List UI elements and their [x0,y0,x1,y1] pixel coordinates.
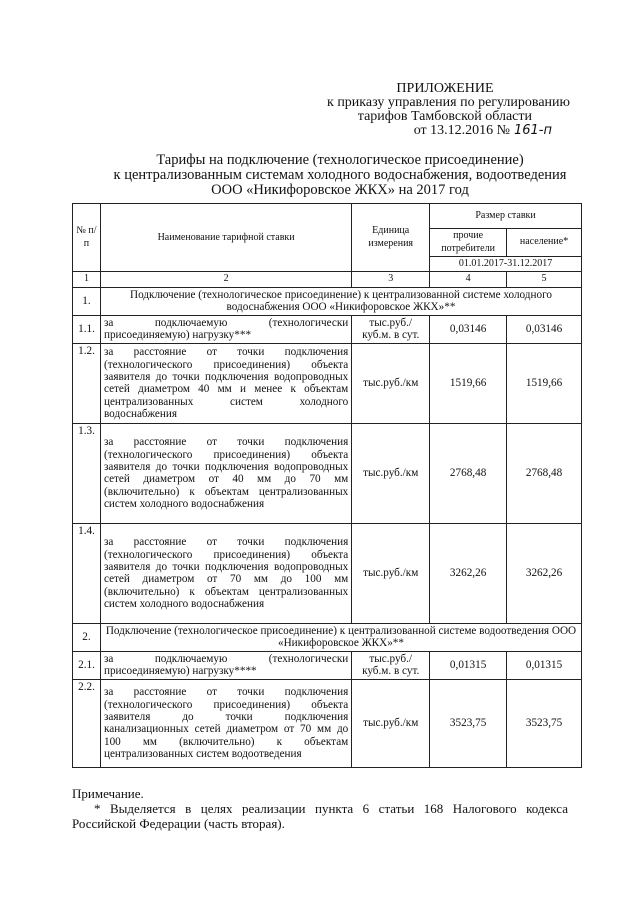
row-unit: тыс.руб./км [352,423,430,523]
row-num: 1.1. [73,315,101,343]
col-number: 2 [100,272,351,287]
row-other: 3523,75 [430,679,507,767]
header-period: 01.01.2017-31.12.2017 [430,257,582,272]
row-other: 0,01315 [430,651,507,679]
document-header [280,82,570,138]
section-title: Подключение (технологическое присоединение) к централизованной системе водоотведения ООО «Никифоровское ЖКХ»** [100,623,581,651]
row-unit: тыс.руб./км [352,343,430,423]
row-num: 1.3. [73,423,101,523]
order-date-number [280,124,570,138]
row-unit: тыс.руб./ куб.м. в сут. [352,315,430,343]
row-unit: тыс.руб./км [352,679,430,767]
header-num: № п/п [73,204,101,272]
row-num: 2.2. [73,679,101,767]
col-number: 1 [73,272,101,287]
note-title: Примечание. [72,786,144,801]
header-unit: Единица измерения [352,204,430,272]
col-number: 5 [507,272,582,287]
row-population: 0,03146 [507,315,582,343]
footnote-block [72,786,568,831]
row-name: за подключаемую (технологически присоединяемую) нагрузку*** [100,315,351,343]
header-population: население* [507,229,582,257]
row-population: 3262,26 [507,523,582,623]
title-line-2: к централизованным системам холодного водоснабжения, водоотведения [113,167,567,183]
row-name: за расстояние от точки подключения (технологического присоединения) объекта заявителя до точки подключения водопроводных сетей диаметром от 70 мм до 100 мм (включительно) к объектам централизованных систем холодного водоснабжения [100,523,351,623]
header-name: Наименование тарифной ставки [100,204,351,272]
row-population: 1519,66 [507,343,582,423]
row-num: 1.2. [73,343,101,423]
row-population: 2768,48 [507,423,582,523]
row-name: за расстояние от точки подключения (технологического присоединения) объекта заявителя до точки подключения водопроводных сетей диаметром от 40 мм до 70 мм (включительно) к объектам централизованных систем холодного водоснабжения [100,423,351,523]
order-date: от 13.12.2016 № [413,123,510,138]
row-other: 0,03146 [430,315,507,343]
row-other: 3262,26 [430,523,507,623]
col-number: 3 [352,272,430,287]
row-other: 1519,66 [430,343,507,423]
col-number: 4 [430,272,507,287]
order-number-handwritten: 161-п [513,123,552,138]
title-line-1: Тарифы на подключение (технологическое присоединение) [156,152,524,168]
appendix-title: ПРИЛОЖЕНИЕ [396,81,494,96]
row-other: 2768,48 [430,423,507,523]
header-other: прочие потребители [430,229,507,257]
row-name: за расстояние от точки подключения (технологического присоединения) объекта заявителя до точки подключения канализационных сетей диаметром от 70 мм до 100 мм (включительно) к объектам централизованных систем водоотведения [100,679,351,767]
row-population: 0,01315 [507,651,582,679]
row-name: за подключаемую (технологически присоединяемую) нагрузку**** [100,651,351,679]
row-num: 1.4. [73,523,101,623]
document-title [80,153,600,198]
tariff-table [72,203,582,768]
header-line-2: к приказу управления по регулированию [327,95,570,110]
section-num: 1. [73,287,101,315]
header-rate: Размер ставки [430,204,582,229]
row-unit: тыс.руб./ куб.м. в сут. [352,651,430,679]
section-num: 2. [73,623,101,651]
row-population: 3523,75 [507,679,582,767]
row-num: 2.1. [73,651,101,679]
row-unit: тыс.руб./км [352,523,430,623]
row-name: за расстояние от точки подключения (технологического присоединения) объекта заявителя до точки подключения водопроводных сетей диаметром 40 мм и менее к объектам централизованных систем холодного водоснабжения [100,343,351,423]
section-title: Подключение (технологическое присоединение) к централизованной системе холодного водоснабжения ООО «Никифоровское ЖКХ»** [100,287,581,315]
title-line-3: ООО «Никифоровское ЖКХ» на 2017 год [211,182,469,198]
header-line-3: тарифов Тамбовской области [357,109,532,124]
note-text: * Выделяется в целях реализации пункта 6 статьи 168 Налогового кодекса Российской Федерации (часть вторая). [72,801,568,831]
